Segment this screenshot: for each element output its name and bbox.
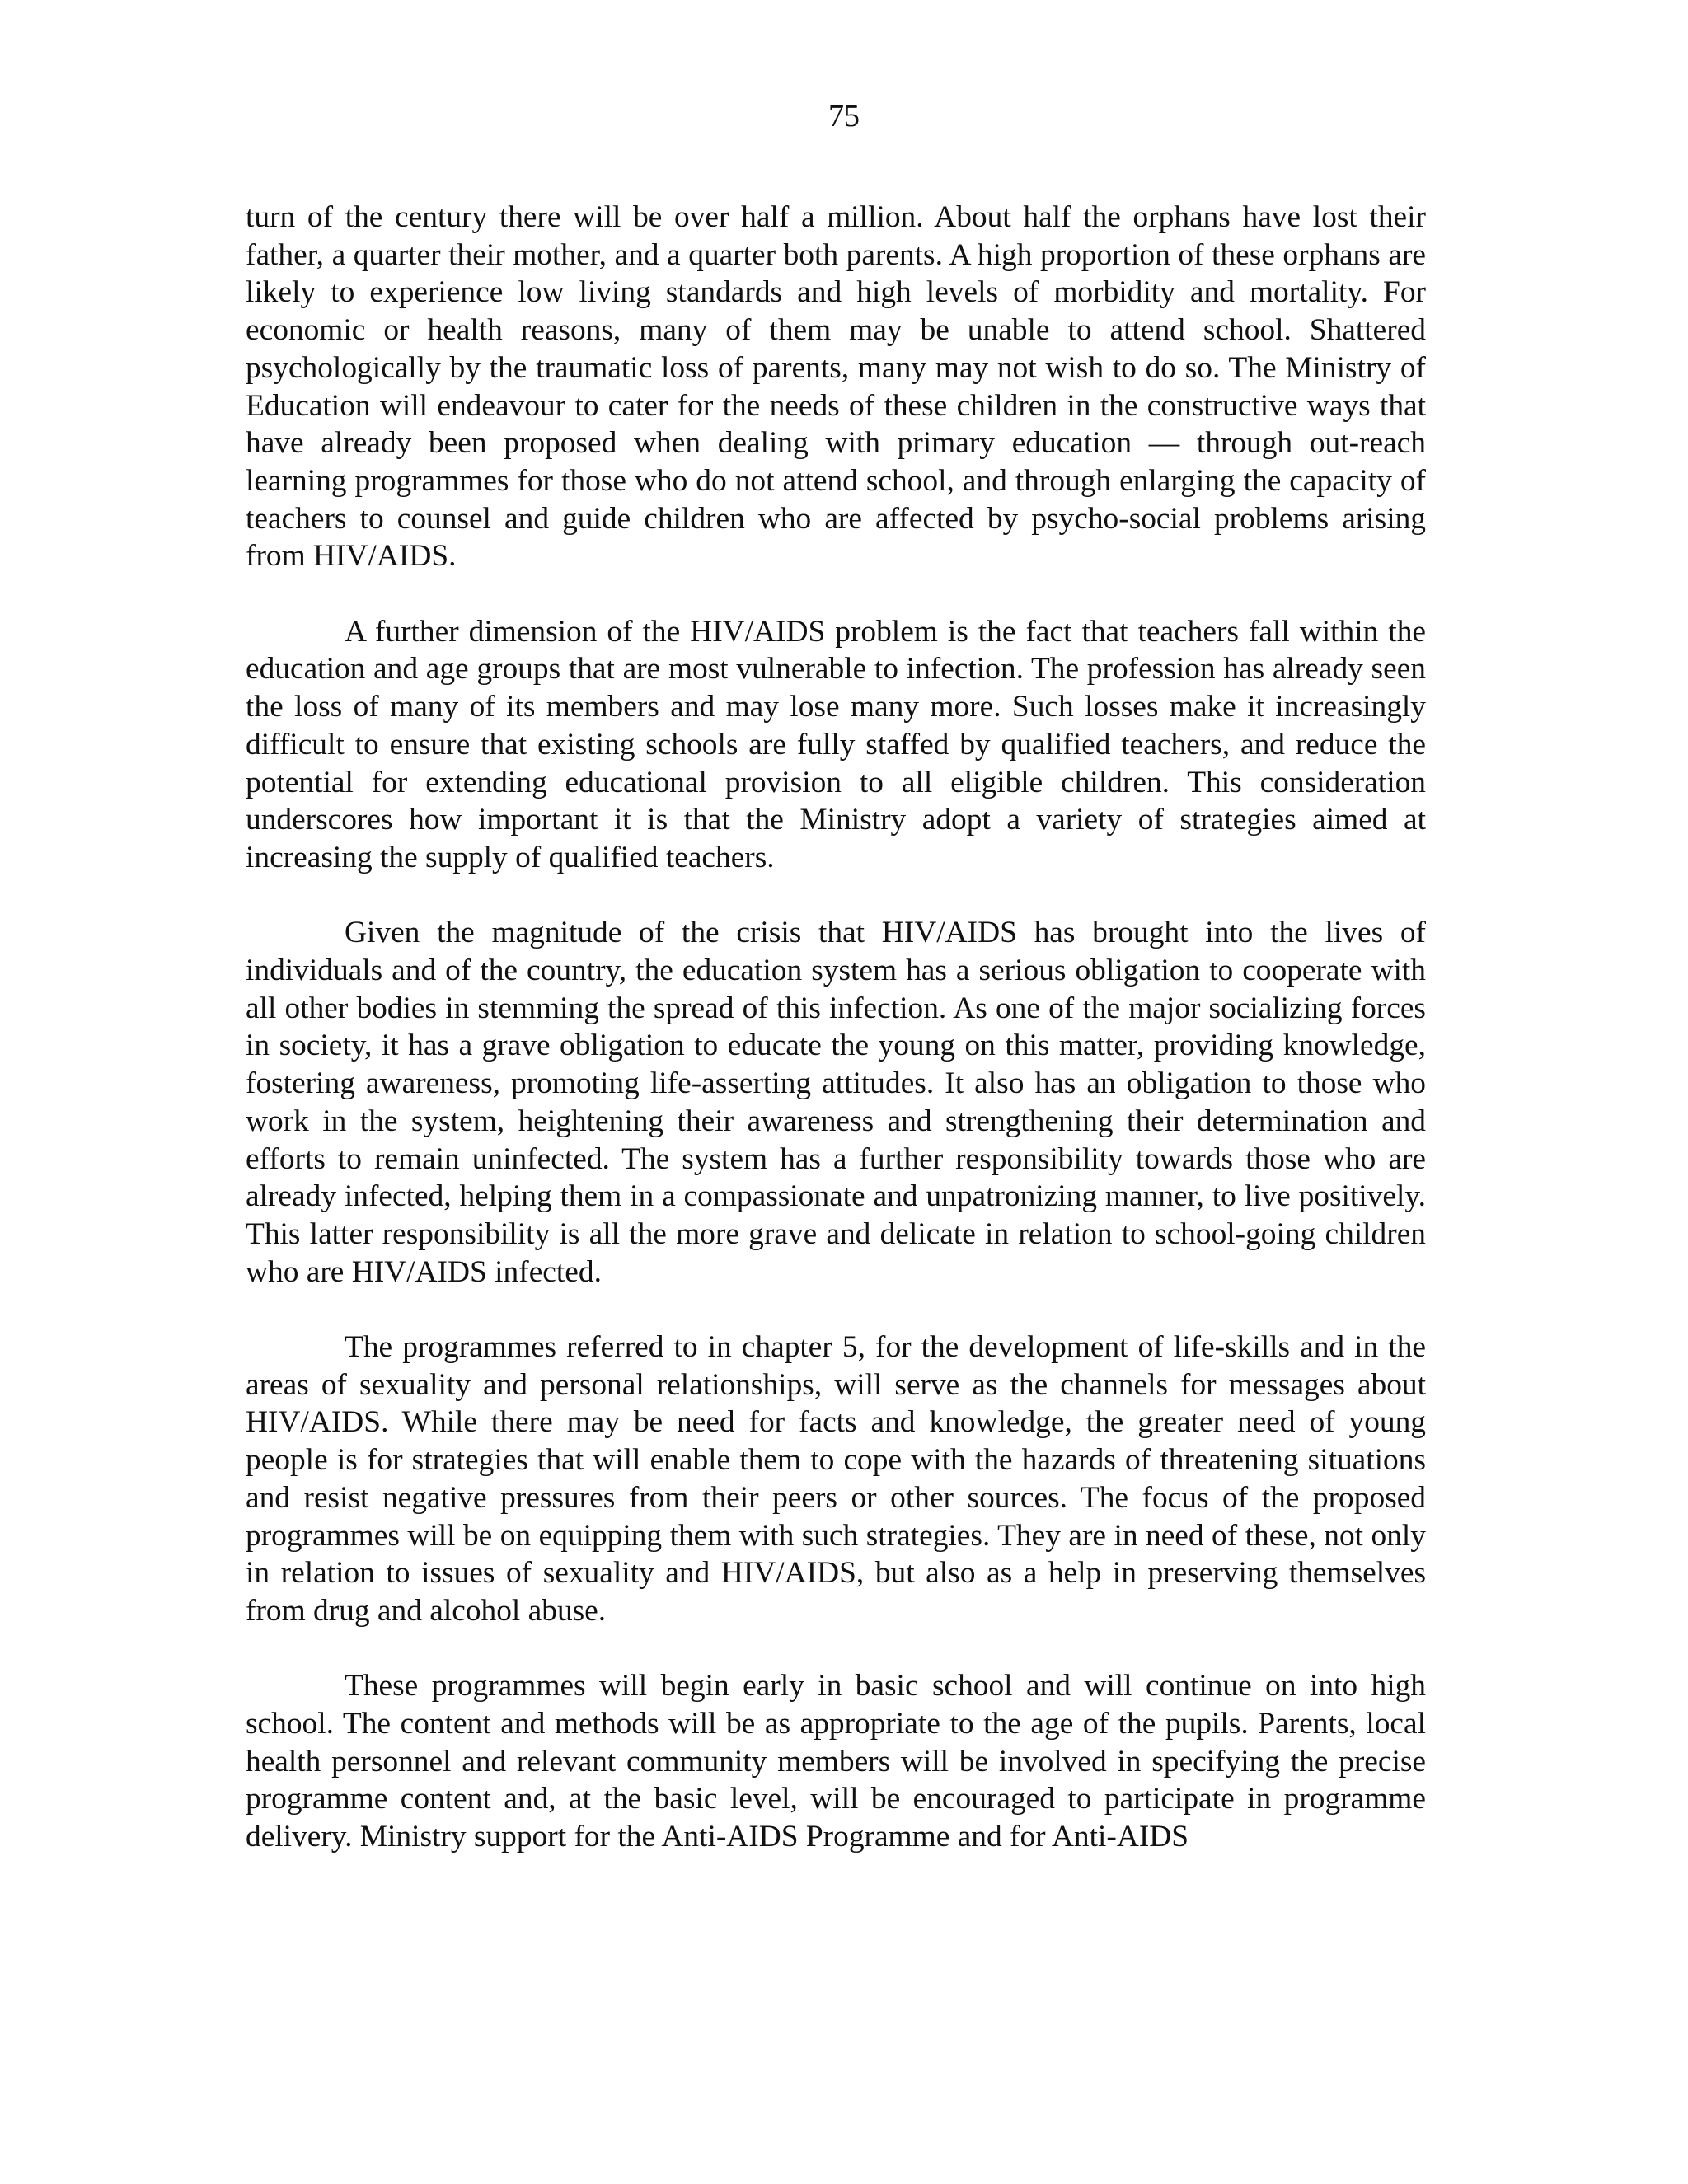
- paragraph-programme-delivery: These programmes will begin early in basic school and will continue on into high school. The content and methods will be as appropriate to the age of the pupils. Parents, local health personnel and relevant community members will be involved in specifying the precise programme content and, at the basic level, will be encouraged to participate in programme delivery. Ministry support for the Anti-AIDS Programme and for Anti-AIDS: [246, 1669, 1426, 1854]
- page-number: 75: [828, 99, 860, 134]
- document-body: [246, 199, 1426, 1894]
- paragraph-education-obligation: Given the magnitude of the crisis that HIV/AIDS has brought into the lives of individuals and of the country, the education system has a serious obligation to cooperate with all other bodies in stemming the spread of this infection. As one of the major socializing forces in society, it has a grave obligation to educate the young on this matter, providing knowledge, fostering awareness, promoting life-asserting attitudes. It also has an obligation to those who work in the system, heightening their awareness and strengthening their determination and efforts to remain uninfected. The system has a further responsibility towards those who are already infected, helping them in a compassionate and unpatronizing manner, to live positively. This latter responsibility is all the more grave and delicate in relation to school-going children who are HIV/AIDS infected.: [246, 916, 1426, 1289]
- paragraph-life-skills-programmes: The programmes referred to in chapter 5, for the development of life-skills and in the areas of sexuality and personal relationships, will serve as the channels for messages about HIV/AIDS. While there may be need for facts and knowledge, the greater need of young people is for strategies that will enable them to cope with the hazards of threatening situations and resist negative pressures from their peers or other sources. The focus of the proposed programmes will be on equipping them with such strategies. They are in need of these, not only in relation to issues of sexuality and HIV/AIDS, but also as a help in preserving themselves from drug and alcohol abuse.: [246, 1330, 1426, 1628]
- paragraph-teachers-vulnerability: A further dimension of the HIV/AIDS problem is the fact that teachers fall within the education and age groups that are most vulnerable to infection. The profession has already seen the loss of many of its members and may lose many more. Such losses make it increasingly difficult to ensure that existing schools are fully staffed by qualified teachers, and reduce the potential for extending educational provision to all eligible children. This consideration underscores how important it is that the Ministry adopt a variety of strategies aimed at increasing the supply of qualified teachers.: [246, 614, 1426, 874]
- paragraph-orphans-continued: turn of the century there will be over half a million. About half the orphans have lost their father, a quarter their mother, and a quarter both parents. A high proportion of these orphans are likely to experience low living standards and high levels of morbidity and mortality. For economic or health reasons, many of them may be unable to attend school. Shattered psychologically by the traumatic loss of parents, many may not wish to do so. The Ministry of Education will endeavour to cater for the needs of these children in the constructive ways that have already been proposed when dealing with primary education — through out-reach learning programmes for those who do not attend school, and through enlarging the capacity of teachers to counsel and guide children who are affected by psycho-social problems arising from HIV/AIDS.: [246, 200, 1426, 574]
